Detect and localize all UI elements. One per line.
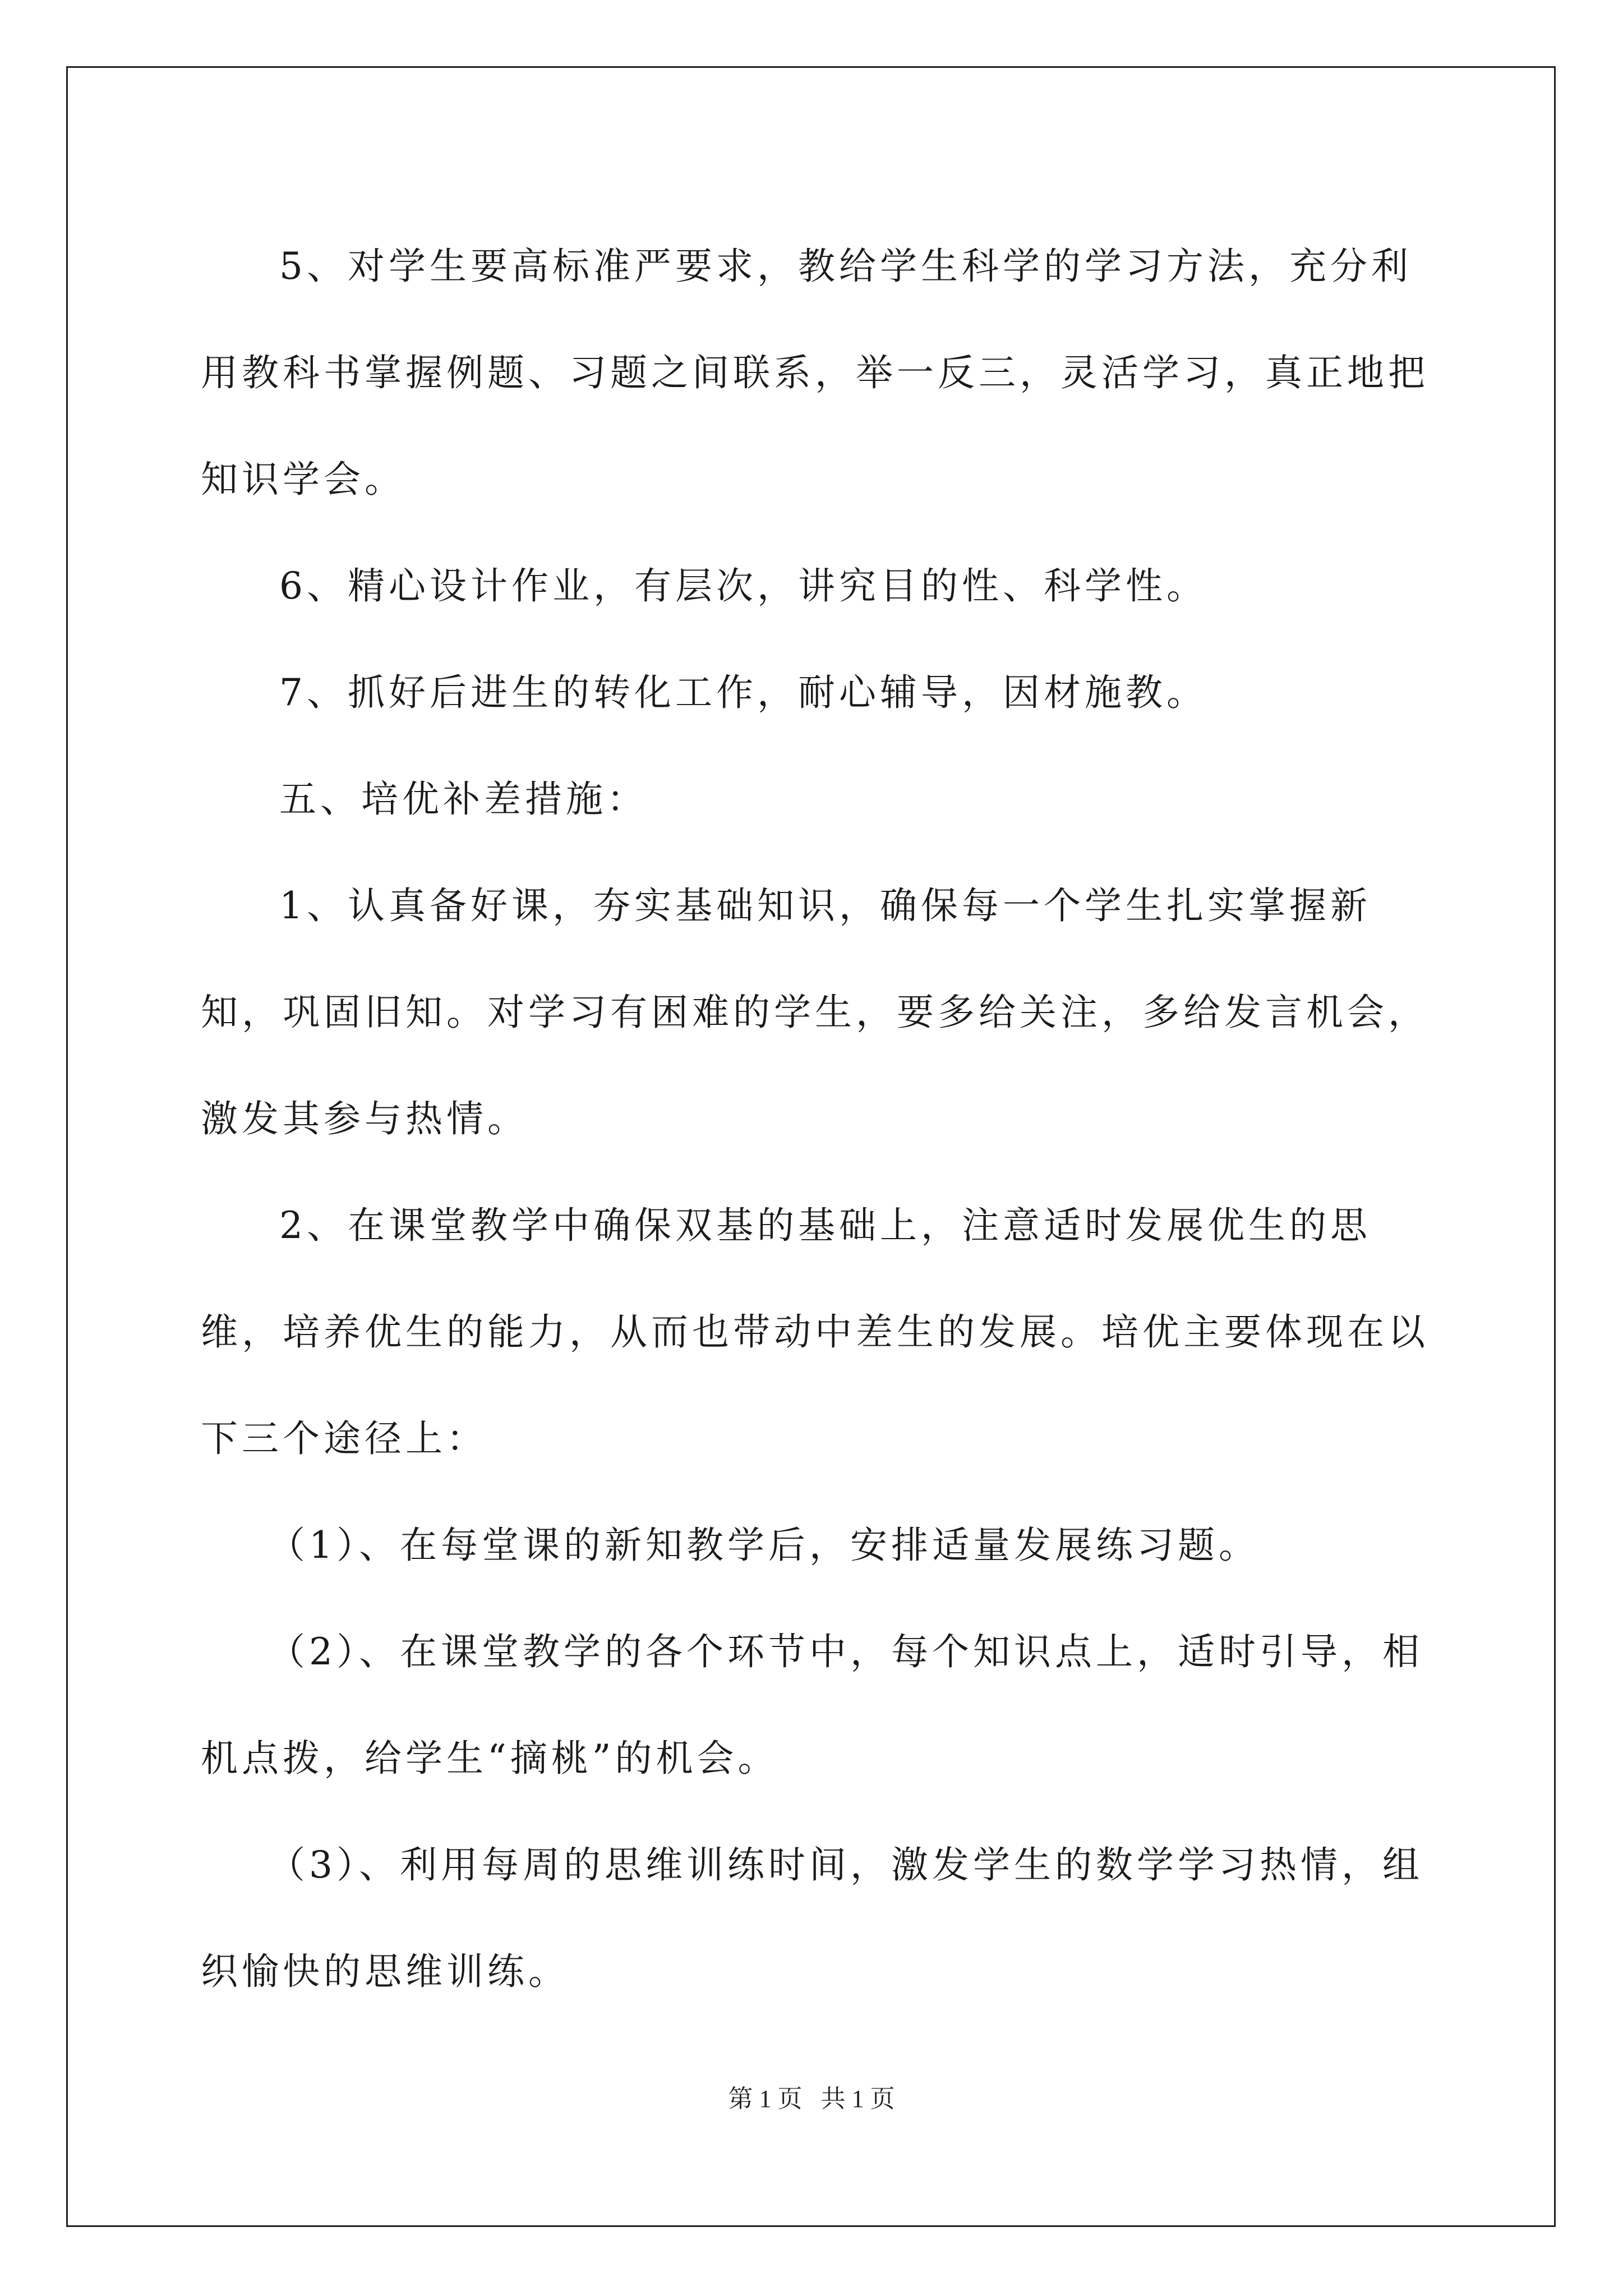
- sub-item-2: （2）、在课堂教学的各个环节中，每个知识点上，适时引导，相机点拨，给学生“摘桃”的机会。: [201, 1630, 1423, 1780]
- measure-item-1: 1、认真备好课，夯实基础知识，确保每一个学生扎实掌握新知，巩固旧知。对学习有困难的学生，要多给关注，多给发言机会，激发其参与热情。: [201, 884, 1429, 1140]
- paragraph-item-5: 5、对学生要高标准严要求，教给学生科学的学习方法，充分利用教科书掌握例题、习题之间联系，举一反三，灵活学习，真正地把知识学会。: [201, 245, 1429, 501]
- paragraph-item-7: 7、抓好后进生的转化工作，耐心辅导，因材施教。: [279, 671, 1207, 714]
- sub-item-1: （1）、在每堂课的新知教学后，安排适量发展练习题。: [268, 1524, 1260, 1567]
- section-heading-measures: 五、培优补差措施：: [279, 777, 648, 821]
- paragraph-item-6: 6、精心设计作业，有层次，讲究目的性、科学性。: [279, 564, 1207, 608]
- document-body: [201, 213, 1435, 2025]
- measure-item-2: 2、在课堂教学中确保双基的基础上，注意适时发展优生的思维，培养优生的能力，从而也带动中差生的发展。培优主要体现在以下三个途径上：: [201, 1204, 1429, 1460]
- sub-item-3: （3）、利用每周的思维训练时间，激发学生的数学学习热情，组织愉快的思维训练。: [201, 1843, 1423, 1993]
- page-number-footer: 第 1 页 共 1 页: [728, 2085, 895, 2113]
